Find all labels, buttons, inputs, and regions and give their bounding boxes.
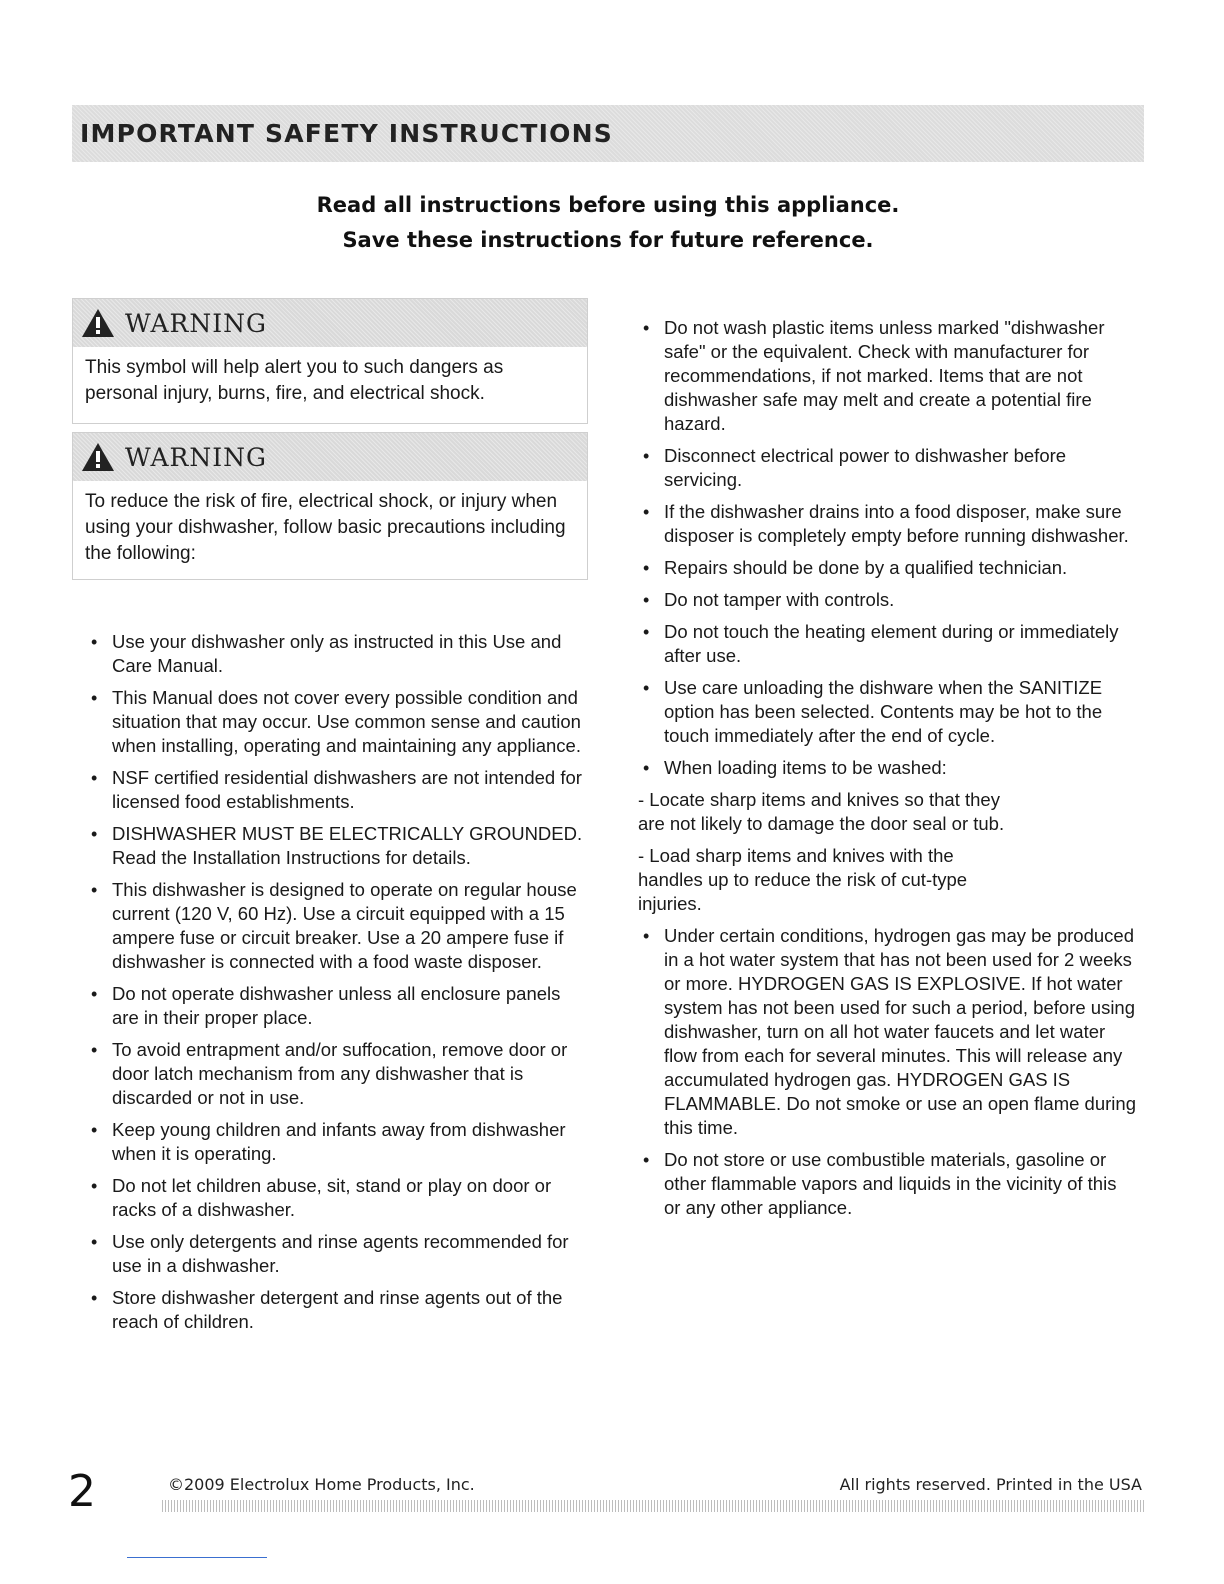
list-item: • Disconnect electrical power to dishwasher before servicing.	[638, 444, 1138, 492]
warning-header	[73, 433, 587, 481]
warning-title: WARNING	[125, 442, 267, 472]
footer-divider	[162, 1500, 1144, 1512]
warning-header	[73, 299, 587, 347]
list-item: • Under certain conditions, hydrogen gas may be produced in a hot water system that has not been used for 2 weeks or more. HYDROGEN GAS IS EXPLOSIVE. If hot water system has not been used for such a period, before using dishwasher, turn on all hot water faucets and let water flow from each for several minutes. This will release any accumulated hydrogen gas. HYDROGEN GAS IS FLAMMABLE. Do not smoke or use an open flame during this time.	[638, 924, 1138, 1140]
copyright-text: ©2009 Electrolux Home Products, Inc.	[168, 1475, 475, 1494]
list-item: • Use your dishwasher only as instructed in this Use and Care Manual.	[86, 630, 591, 678]
list-item: • Use care unloading the dishware when the SANITIZE option has been selected. Contents may be hot to the touch immediately after the end of cycle.	[638, 676, 1138, 748]
list-item: • Repairs should be done by a qualified technician.	[638, 556, 1138, 580]
section-banner	[72, 105, 1144, 162]
warning-triangle-icon	[81, 442, 115, 472]
list-item: • If the dishwasher drains into a food disposer, make sure disposer is completely empty before running dishwasher.	[638, 500, 1138, 548]
list-item: • To avoid entrapment and/or suffocation, remove door or door latch mechanism from any dishwasher that is discarded or not in use.	[86, 1038, 591, 1110]
intro-line-2: Save these instructions for future reference.	[342, 228, 874, 252]
list-item-loading	[638, 756, 1138, 916]
list-item: • Do not touch the heating element during or immediately after use.	[638, 620, 1138, 668]
right-instruction-list	[638, 316, 1138, 1220]
left-instruction-list	[86, 630, 591, 1334]
warning-box-1	[72, 298, 588, 424]
list-item: • This dishwasher is designed to operate on regular house current (120 V, 60 Hz). Use a circuit equipped with a 15 ampere fuse or circuit breaker. Use a 20 ampere fuse if dishwasher is connected with a food waste disposer.	[86, 878, 591, 974]
list-item: • Use only detergents and rinse agents recommended for use in a dishwasher.	[86, 1230, 591, 1278]
page-number: 2	[68, 1466, 96, 1517]
warning-text: To reduce the risk of fire, electrical shock, or injury when using your dishwasher, follow basic precautions including the following:	[85, 491, 566, 564]
list-item: • Do not wash plastic items unless marked "dishwasher safe" or the equivalent. Check with manufacturer for recommendations, if not marked. Items that are not dishwasher safe may melt and create a potential fire hazard.	[638, 316, 1138, 436]
page-title: IMPORTANT SAFETY INSTRUCTIONS	[80, 119, 613, 148]
intro-line-1: Read all instructions before using this appliance.	[316, 193, 900, 217]
warning-triangle-icon	[81, 308, 115, 338]
list-item: • DISHWASHER MUST BE ELECTRICALLY GROUNDED. Read the Installation Instructions for details.	[86, 822, 591, 870]
list-item: • Keep young children and infants away from dishwasher when it is operating.	[86, 1118, 591, 1166]
list-item: • This Manual does not cover every possible condition and situation that may occur. Use common sense and caution when installing, operating and maintaining any appliance.	[86, 686, 591, 758]
list-item: • Do not let children abuse, sit, stand or play on door or racks of a dishwasher.	[86, 1174, 591, 1222]
loading-intro: When loading items to be washed:	[664, 757, 947, 778]
warning-box-2	[72, 432, 588, 580]
bottom-rule	[127, 1557, 267, 1558]
loading-subitem: - Locate sharp items and knives so that they are not likely to damage the door seal or tub.	[638, 789, 1005, 834]
list-item: • Do not tamper with controls.	[638, 588, 1138, 612]
list-item: • Store dishwasher detergent and rinse agents out of the reach of children.	[86, 1286, 591, 1334]
loading-subitem: - Load sharp items and knives with the handles up to reduce the risk of cut-type injuries.	[638, 845, 968, 914]
list-item: • NSF certified residential dishwashers are not intended for licensed food establishments.	[86, 766, 591, 814]
list-item: • Do not operate dishwasher unless all enclosure panels are in their proper place.	[86, 982, 591, 1030]
warning-text: This symbol will help alert you to such dangers as personal injury, burns, fire, and electrical shock.	[85, 357, 504, 404]
warning-title: WARNING	[125, 308, 267, 338]
rights-text: All rights reserved. Printed in the USA	[839, 1475, 1142, 1494]
list-item: • Do not store or use combustible materials, gasoline or other flammable vapors and liquids in the vicinity of this or any other appliance.	[638, 1148, 1138, 1220]
